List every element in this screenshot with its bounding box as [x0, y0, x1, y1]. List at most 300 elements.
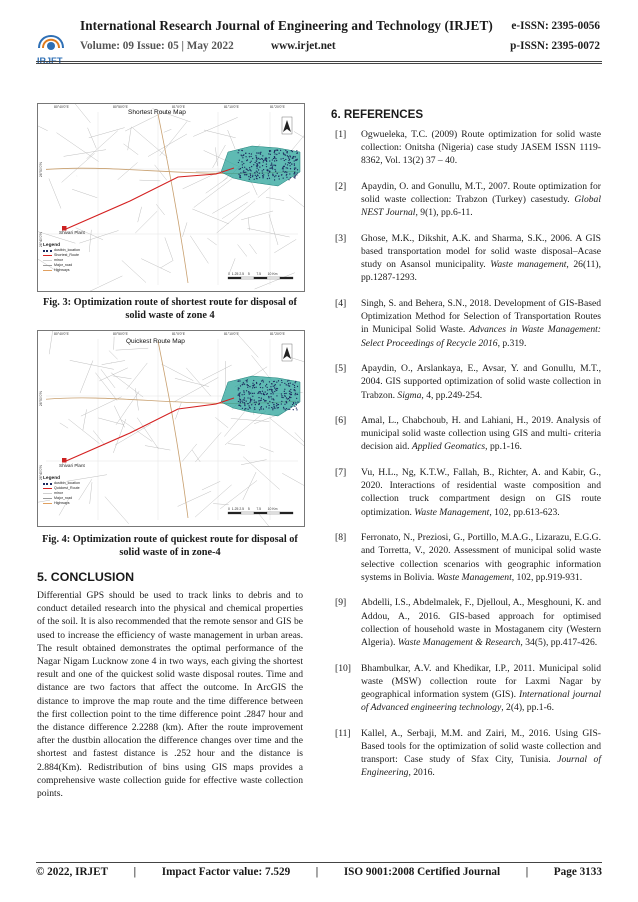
dustbin-point [268, 157, 269, 158]
road-line [111, 373, 143, 397]
dustbin-point [287, 151, 288, 152]
road-line [88, 128, 97, 149]
dustbin-point [244, 397, 245, 398]
dustbin-point [251, 153, 252, 154]
dustbin-point [283, 408, 284, 409]
scale-bar-segment [254, 512, 267, 514]
dustbin-point [291, 163, 292, 164]
dustbin-point [296, 150, 297, 151]
dustbin-point [241, 394, 242, 395]
dustbin-point [287, 164, 288, 165]
dustbin-point [264, 394, 265, 395]
dustbin-point [283, 158, 284, 159]
dustbin-point [238, 387, 239, 388]
dustbin-point [276, 395, 277, 396]
dustbin-point [289, 173, 290, 174]
dustbin-point [288, 409, 289, 410]
dustbin-point [276, 405, 277, 406]
dustbin-point [284, 389, 285, 390]
road-line [249, 244, 256, 254]
dustbin-point [251, 399, 252, 400]
dustbin-point [240, 400, 241, 401]
footer-divider [36, 862, 602, 863]
dustbin-point [294, 165, 295, 166]
dustbin-point [297, 401, 298, 402]
header-divider-2 [36, 63, 602, 64]
figure-4-caption: Fig. 4: Optimization route of quickest route for disposal of solid waste of in zone-4 [42, 534, 298, 558]
dustbin-point [285, 393, 286, 394]
legend-title: Legend [43, 243, 61, 248]
coord-label: 81°0'0"E [172, 332, 186, 336]
dustbin-point [293, 409, 294, 410]
dustbin-point [269, 168, 270, 169]
dustbin-point [256, 159, 257, 160]
dustbin-point [295, 393, 296, 394]
dustbin-point [266, 157, 267, 158]
dustbin-point [297, 169, 298, 170]
dustbin-point [252, 396, 253, 397]
dustbin-point [283, 170, 284, 171]
dustbin-point [254, 179, 255, 180]
dustbin-point [252, 158, 253, 159]
dustbin-point [282, 168, 283, 169]
dustbin-point [246, 168, 247, 169]
road-line [193, 117, 238, 136]
dustbin-point [250, 399, 251, 400]
dustbin-point [238, 162, 239, 163]
dustbin-point [268, 407, 269, 408]
dustbin-point [289, 386, 290, 387]
coord-label: 80°40'0"E [54, 105, 69, 109]
dustbin-point [297, 386, 298, 387]
dustbin-point [269, 178, 270, 179]
dustbin-point [288, 398, 289, 399]
road-line [141, 259, 171, 273]
road-line [178, 491, 212, 506]
dustbin-point [250, 393, 251, 394]
conclusion-heading: 5. CONCLUSION [37, 570, 135, 584]
north-arrow-icon [283, 347, 291, 359]
dustbin-point [260, 407, 261, 408]
dustbin-point [267, 387, 268, 388]
dustbin-point [274, 160, 275, 161]
dustbin-point [245, 408, 246, 409]
dustbin-point [272, 175, 273, 176]
road-line [274, 239, 296, 252]
road-line [207, 238, 216, 245]
dustbin-point [239, 380, 240, 381]
dustbin-point [292, 151, 293, 152]
dustbin-point [294, 389, 295, 390]
dustbin-point [259, 400, 260, 401]
header-divider [36, 61, 602, 62]
scale-bar-segment [267, 277, 280, 279]
dustbin-point [268, 153, 269, 154]
dustbin-point [271, 167, 272, 168]
dustbin-point [280, 150, 281, 151]
road-line [162, 364, 194, 381]
reference-item: [1] Ogwueleka, T.C. (2009) Route optimization for solid waste collection: Onitsha (Nigeria) case study JASEM ISSN 1119-8362, Vol. 13(2) 37 – 40. [335, 129, 601, 167]
dustbin-point [273, 398, 274, 399]
dustbin-point [237, 381, 238, 382]
dustbin-point [289, 397, 290, 398]
dustbin-point [267, 403, 268, 404]
dustbin-point [289, 409, 290, 410]
dustbin-point [269, 405, 270, 406]
dustbin-point [289, 391, 290, 392]
road-line [228, 130, 236, 149]
dustbin-point [247, 403, 248, 404]
dustbin-point [275, 171, 276, 172]
dustbin-point [252, 175, 253, 176]
road-line [139, 180, 160, 181]
road-line [38, 110, 48, 130]
dustbin-point [295, 402, 296, 403]
dustbin-point [276, 154, 277, 155]
road-line [195, 432, 221, 462]
dustbin-point [266, 161, 267, 162]
dustbin-point [246, 390, 247, 391]
dustbin-point [296, 153, 297, 154]
dustbin-point [244, 384, 245, 385]
dustbin-point [274, 385, 275, 386]
dustbin-point [284, 404, 285, 405]
dustbin-point [244, 402, 245, 403]
dustbin-point [287, 167, 288, 168]
dustbin-point [259, 391, 260, 392]
legend-item: minor [43, 491, 80, 496]
dustbin-point [281, 403, 282, 404]
dustbin-point [245, 172, 246, 173]
dustbin-point [256, 152, 257, 153]
dustbin-point [259, 392, 260, 393]
road-line [195, 485, 232, 517]
road-line [215, 417, 228, 427]
dustbin-point [247, 379, 248, 380]
dustbin-point [286, 167, 287, 168]
dustbin-point [287, 380, 288, 381]
dustbin-point [276, 390, 277, 391]
dustbin-point [295, 381, 296, 382]
dustbin-point [259, 173, 260, 174]
dustbin-point [271, 398, 272, 399]
road-line [49, 178, 61, 208]
dustbin-point [238, 174, 239, 175]
dustbin-point [268, 396, 269, 397]
dustbin-point [287, 398, 288, 399]
dustbin-point [272, 409, 273, 410]
legend-item: Major_road [43, 496, 80, 501]
map-title: Shortest Route Map [128, 109, 186, 116]
dustbin-point [250, 173, 251, 174]
dustbin-point [256, 382, 257, 383]
shortest-route-map [37, 103, 305, 292]
dustbin-point [291, 392, 292, 393]
dustbin-point [295, 159, 296, 160]
dustbin-point [283, 177, 284, 178]
dustbin-point [276, 381, 277, 382]
dustbin-point [251, 161, 252, 162]
road-line [109, 351, 118, 360]
dustbin-point [238, 394, 239, 395]
road-line [247, 228, 289, 237]
dustbin-point [259, 409, 260, 410]
road-line [182, 222, 187, 236]
dustbin-point [292, 158, 293, 159]
dustbin-point [294, 385, 295, 386]
dustbin-point [285, 163, 286, 164]
dustbin-point [270, 386, 271, 387]
dustbin-point [259, 162, 260, 163]
dustbin-point [262, 175, 263, 176]
road-line [114, 406, 124, 428]
dustbin-point [290, 389, 291, 390]
dustbin-point [255, 387, 256, 388]
dustbin-point [249, 402, 250, 403]
dustbin-point [288, 179, 289, 180]
dustbin-point [285, 171, 286, 172]
dustbin-point [254, 387, 255, 388]
dustbin-point [287, 152, 288, 153]
reference-item: [5] Apaydin, O., Arslankaya, E., Avsar, Y. and Gonullu, M.T., 2004. GIS supported optimization of solid waste collection in Trabzon. Sigma, 4, pp.249-254. [335, 363, 601, 401]
dustbin-point [254, 393, 255, 394]
coord-label: 81°0'0"E [172, 105, 186, 109]
dustbin-point [274, 408, 275, 409]
road-line [128, 127, 132, 150]
dustbin-point [277, 173, 278, 174]
dustbin-point [288, 383, 289, 384]
road-line [202, 481, 220, 490]
dustbin-point [243, 382, 244, 383]
reference-item: [10] Bhambulkar, A.V. and Khedikar, I.P., 2011. Municipal solid waste (MSW) collection route for Laxmi Nagar by geographical information system (GIS). International journal of Advanced engineering technology, 2(4), pp.1-6. [335, 662, 602, 713]
road-line [230, 258, 236, 272]
road-line [258, 513, 275, 526]
dustbin-point [243, 390, 244, 391]
dustbin-point [254, 402, 255, 403]
dustbin-point [285, 150, 286, 151]
dustbin-point [257, 164, 258, 165]
road-line [148, 134, 187, 157]
dustbin-point [242, 402, 243, 403]
highway-line [158, 341, 188, 518]
dustbin-point [239, 160, 240, 161]
dustbin-point [272, 159, 273, 160]
road-line [294, 132, 304, 151]
road-line [289, 195, 304, 208]
dustbin-point [243, 392, 244, 393]
dustbin-point [255, 401, 256, 402]
road-line [194, 178, 233, 207]
dustbin-point [262, 165, 263, 166]
dustbin-point [257, 172, 258, 173]
dustbin-point [271, 407, 272, 408]
dustbin-point [274, 391, 275, 392]
dustbin-point [272, 166, 273, 167]
dustbin-point [272, 392, 273, 393]
dustbin-point [292, 156, 293, 157]
dustbin-point [287, 155, 288, 156]
dustbin-point [294, 387, 295, 388]
dustbin-point [292, 384, 293, 385]
dustbin-point [243, 170, 244, 171]
dustbin-point [269, 389, 270, 390]
legend-item: Highways [43, 268, 80, 273]
dustbin-point [266, 384, 267, 385]
road-line [282, 473, 304, 497]
road-line [164, 129, 172, 132]
dustbin-point [268, 175, 269, 176]
dustbin-point [275, 384, 276, 385]
dustbin-point [284, 383, 285, 384]
dustbin-point [258, 397, 259, 398]
dustbin-point [252, 176, 253, 177]
legend-item: dustbin_location [43, 481, 80, 486]
dustbin-point [258, 152, 259, 153]
dustbin-point [291, 150, 292, 151]
dustbin-point [292, 404, 293, 405]
dustbin-point [256, 171, 257, 172]
dustbin-point [258, 400, 259, 401]
dustbin-point [254, 399, 255, 400]
road-line [121, 420, 152, 442]
plant-label: Shivari Plant [59, 463, 85, 468]
dustbin-point [255, 404, 256, 405]
dustbin-point [286, 408, 287, 409]
dustbin-point [289, 393, 290, 394]
dustbin-point [244, 399, 245, 400]
dustbin-point [267, 178, 268, 179]
dustbin-point [280, 158, 281, 159]
references-heading: 6. REFERENCES [331, 108, 424, 121]
dustbin-point [259, 384, 260, 385]
dustbin-point [266, 406, 267, 407]
dustbin-point [260, 391, 261, 392]
dustbin-point [245, 156, 246, 157]
dustbin-point [277, 404, 278, 405]
dustbin-point [273, 393, 274, 394]
road-line [165, 237, 173, 260]
dustbin-point [240, 402, 241, 403]
irjet-logo [36, 22, 66, 74]
dustbin-point [252, 393, 253, 394]
dustbin-point [250, 398, 251, 399]
dustbin-point [295, 382, 296, 383]
journal-title: International Research Journal of Engineering and Technology (IRJET) [80, 18, 493, 33]
scale-bar-segment [228, 277, 241, 279]
logo-text: IRJET [37, 56, 63, 66]
scale-bar-segment [254, 277, 267, 279]
dustbin-point [283, 407, 284, 408]
dustbin-point [245, 174, 246, 175]
quickest-route-map [37, 330, 305, 527]
dustbin-point [243, 399, 244, 400]
road-line [192, 450, 200, 462]
dustbin-point [262, 391, 263, 392]
dustbin-point [241, 150, 242, 151]
road-line [266, 197, 284, 200]
reference-item: [3] Ghose, M.K., Dikshit, A.K. and Sharma, S.K., 2006. A GIS based transportation model for solid waste disposal–Acase study on Asansol municipality. Waste management, 26(11), pp.1287-1293. [335, 232, 601, 284]
coord-label: 26°40'0"N [39, 232, 43, 248]
dustbin-point [283, 153, 284, 154]
dustbin-point [272, 408, 273, 409]
dustbin-point [249, 393, 250, 394]
dustbin-point [297, 172, 298, 173]
dustbin-point [239, 169, 240, 170]
road-line [174, 377, 219, 402]
dustbin-point [285, 154, 286, 155]
reference-item: [8] Ferronato, N., Preziosi, G., Portillo, M.A.G., Lizarazu, E.G.G. and Torretta, V., 2020. Assessment of municipal solid waste selective collection scenarios with geographic information systems in Bolivia. Waste Management, 102, pp.919-931. [335, 532, 601, 583]
dustbin-point [275, 175, 276, 176]
dustbin-point [286, 174, 287, 175]
dustbin-point [272, 402, 273, 403]
dustbin-point [265, 391, 266, 392]
dustbin-point [260, 408, 261, 409]
dustbin-point [253, 164, 254, 165]
route-line [66, 398, 234, 461]
journal-website[interactable]: www.irjet.net [271, 40, 336, 52]
dustbin-point [274, 387, 275, 388]
road-line [101, 369, 115, 388]
dustbin-point [286, 384, 287, 385]
road-line [243, 457, 280, 490]
dustbin-point [249, 167, 250, 168]
dustbin-point [240, 168, 241, 169]
dustbin-point [250, 175, 251, 176]
dustbin-point [278, 175, 279, 176]
road-line [83, 409, 87, 430]
coord-label: 26°50'0"N [39, 162, 43, 178]
dustbin-point [263, 394, 264, 395]
dustbin-point [247, 409, 248, 410]
dustbin-point [271, 389, 272, 390]
road-line [116, 391, 139, 425]
dustbin-point [270, 393, 271, 394]
dustbin-point [248, 405, 249, 406]
dustbin-point [268, 173, 269, 174]
dustbin-point [286, 401, 287, 402]
coord-label: 81°20'0"E [270, 105, 285, 109]
dustbin-point [259, 177, 260, 178]
dustbin-point [273, 381, 274, 382]
dustbin-point [276, 160, 277, 161]
road-line [155, 165, 167, 181]
reference-item: [2] Apaydin, O. and Gonullu, M.T., 2007. Route optimization for solid waste collection: Trabzon (Turkey) casestudy. Global NEST Journal, 9(1), pp.6-11. [335, 180, 601, 219]
dustbin-point [259, 166, 260, 167]
dustbin-point [288, 380, 289, 381]
map-title: Quickest Route Map [126, 338, 185, 345]
scale-bar-segment [280, 277, 293, 279]
dustbin-point [262, 177, 263, 178]
dustbin-point [286, 172, 287, 173]
dustbin-point [294, 172, 295, 173]
dustbin-point [291, 406, 292, 407]
dustbin-point [252, 387, 253, 388]
dustbin-point [239, 405, 240, 406]
dustbin-point [258, 158, 259, 159]
dustbin-point [262, 380, 263, 381]
dustbin-point [256, 160, 257, 161]
dustbin-point [246, 160, 247, 161]
footer-separator: | [315, 866, 319, 878]
dustbin-point [242, 167, 243, 168]
dustbin-point [287, 385, 288, 386]
road-line [135, 388, 138, 410]
footer-separator: | [133, 866, 137, 878]
dustbin-point [278, 407, 279, 408]
road-line [79, 230, 118, 243]
dustbin-point [253, 385, 254, 386]
dustbin-point [289, 159, 290, 160]
